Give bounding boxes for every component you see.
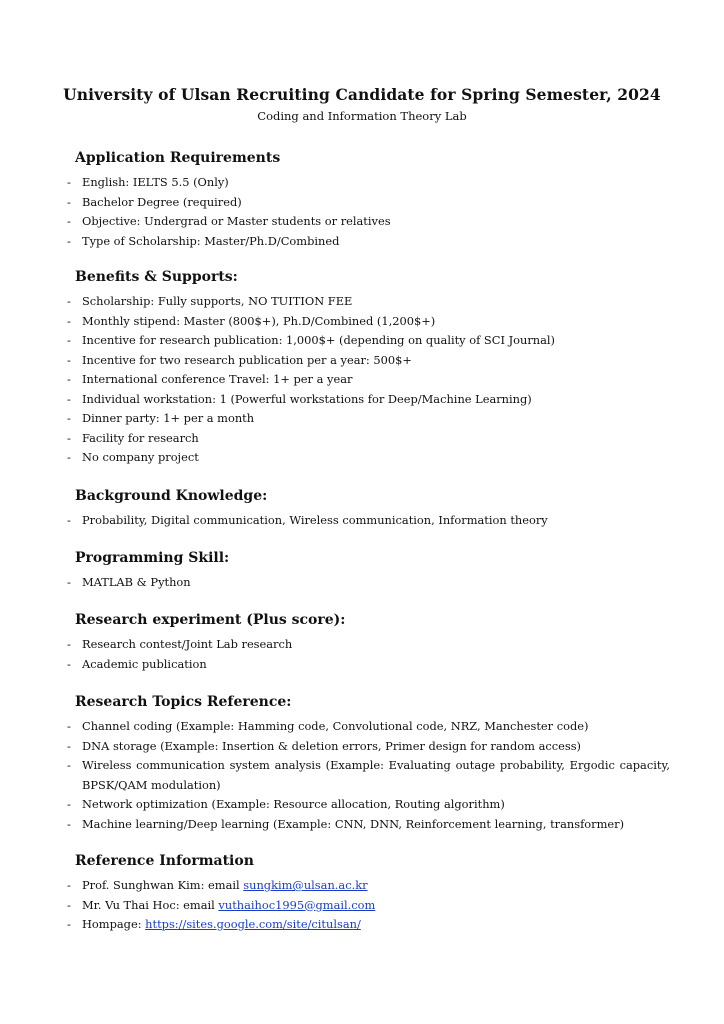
- list-item: [67, 331, 667, 351]
- section-programming-skill: [67, 550, 667, 593]
- list-item: [67, 655, 667, 675]
- section-heading: Application Requirements: [75, 150, 281, 166]
- list-item-text: Monthly stipend: Master (800$+), Ph.D/Combined (1,200$+): [82, 313, 436, 328]
- contact-label: Hompage:: [82, 917, 146, 931]
- bullet-dash: -: [67, 738, 71, 753]
- bullet-dash: -: [67, 797, 71, 811]
- section-heading: Background Knowledge:: [75, 488, 268, 504]
- list-item: [67, 573, 667, 593]
- list-item: [67, 448, 667, 468]
- bullet-dash: -: [67, 333, 71, 347]
- list-item: [67, 212, 667, 232]
- list-item-text: MATLAB & Python: [82, 575, 191, 589]
- background-list: [67, 511, 667, 531]
- bullet-dash: -: [67, 391, 71, 406]
- bullet-dash: -: [67, 430, 71, 445]
- list-item: [67, 429, 667, 449]
- list-item: [67, 193, 667, 213]
- bullet-dash: -: [67, 352, 71, 367]
- contact-email-link[interactable]: vuthaihoc1995@gmail.com: [218, 897, 376, 912]
- list-item-text: Incentive for research publication: 1,000$+ (depending on quality of SCI Journal): [82, 333, 555, 347]
- bullet-dash: -: [67, 878, 71, 892]
- list-item: [67, 795, 667, 815]
- list-item: [67, 312, 667, 332]
- list-item: [67, 409, 667, 429]
- list-item-text: Objective: Undergrad or Master students or relatives: [82, 214, 391, 228]
- list-item: [67, 815, 667, 835]
- list-item: [67, 351, 667, 371]
- section-research-experiment: [67, 612, 667, 674]
- page-subtitle: Coding and Information Theory Lab: [257, 109, 467, 123]
- contact-label: Prof. Sunghwan Kim: email: [82, 878, 244, 892]
- bullet-dash: -: [67, 758, 71, 772]
- list-item-text: Machine learning/Deep learning (Example: CNN, DNN, Reinforcement learning, transformer): [82, 816, 625, 831]
- bullet-dash: -: [67, 175, 71, 189]
- bullet-dash: -: [67, 917, 71, 931]
- list-item: [67, 717, 667, 737]
- bullet-dash: -: [67, 656, 71, 671]
- list-item-text: International conference Travel: 1+ per a year: [82, 372, 353, 386]
- list-item-text: Channel coding (Example: Hamming code, Convolutional code, NRZ, Manchester code): [82, 719, 589, 733]
- requirements-list: [67, 173, 667, 251]
- list-item-text: Dinner party: 1+ per a month: [82, 411, 255, 425]
- bullet-dash: -: [67, 450, 71, 464]
- list-item-text: Network optimization (Example: Resource allocation, Routing algorithm): [82, 797, 505, 811]
- list-item: [67, 173, 667, 193]
- list-item: [67, 635, 667, 655]
- contact-label: Mr. Vu Thai Hoc: email: [82, 897, 219, 912]
- bullet-dash: -: [67, 719, 71, 733]
- list-item: [67, 756, 670, 795]
- list-item-text: Research contest/Joint Lab research: [82, 637, 293, 651]
- bullet-dash: -: [67, 411, 71, 425]
- list-item: [67, 292, 667, 312]
- benefits-list: [67, 292, 667, 468]
- section-reference-information: [67, 853, 667, 935]
- list-item: [67, 737, 667, 757]
- bullet-dash: -: [67, 816, 71, 831]
- homepage-link[interactable]: https://sites.google.com/site/citulsan/: [145, 917, 361, 931]
- list-item: [67, 370, 667, 390]
- list-item-text: No company project: [82, 450, 199, 464]
- section-heading: Reference Information: [75, 853, 254, 869]
- page-title: University of Ulsan Recruiting Candidate for Spring Semester, 2024: [63, 85, 661, 104]
- bullet-dash: -: [67, 294, 71, 308]
- contact-item: [67, 896, 667, 916]
- list-item-text: DNA storage (Example: Insertion & deletion errors, Primer design for random access): [82, 738, 581, 753]
- bullet-dash: -: [67, 513, 71, 527]
- contact-item: [67, 876, 667, 896]
- section-heading: Programming Skill:: [75, 550, 230, 566]
- bullet-dash: -: [67, 194, 71, 209]
- list-item: [67, 232, 667, 252]
- list-item-text: Scholarship: Fully supports, NO TUITION FEE: [82, 294, 353, 308]
- section-heading: Benefits & Supports:: [75, 269, 238, 285]
- topics-list: [67, 717, 670, 834]
- list-item-text: Facility for research: [82, 430, 199, 445]
- bullet-dash: -: [67, 637, 71, 651]
- section-heading: Research Topics Reference:: [75, 694, 292, 710]
- list-item-text: Bachelor Degree (required): [82, 194, 242, 209]
- section-application-requirements: [67, 150, 667, 251]
- list-item-text: Type of Scholarship: Master/Ph.D/Combined: [82, 233, 340, 248]
- list-item-text: Wireless communication system analysis (Example: Evaluating outage probability, Ergodic capacity, BPSK/QAM modulation): [82, 758, 670, 792]
- list-item: [67, 390, 667, 410]
- programming-list: [67, 573, 667, 593]
- section-benefits-supports: [67, 269, 667, 468]
- bullet-dash: -: [67, 214, 71, 228]
- experiment-list: [67, 635, 667, 674]
- section-research-topics: [67, 694, 670, 834]
- bullet-dash: -: [67, 897, 71, 912]
- list-item-text: Probability, Digital communication, Wireless communication, Information theory: [82, 513, 548, 527]
- bullet-dash: -: [67, 233, 71, 248]
- list-item-text: Incentive for two research publication per a year: 500$+: [82, 352, 412, 367]
- section-heading: Research experiment (Plus score):: [75, 612, 346, 628]
- professor-email-link[interactable]: sungkim@ulsan.ac.kr: [243, 878, 368, 892]
- list-item-text: English: IELTS 5.5 (Only): [82, 175, 229, 189]
- list-item-text: Individual workstation: 1 (Powerful workstations for Deep/Machine Learning): [82, 391, 532, 406]
- section-background-knowledge: [67, 488, 667, 531]
- bullet-dash: -: [67, 313, 71, 328]
- list-item: [67, 511, 667, 531]
- list-item-text: Academic publication: [82, 656, 207, 671]
- bullet-dash: -: [67, 575, 71, 589]
- contact-item: [67, 915, 667, 935]
- bullet-dash: -: [67, 372, 71, 386]
- contacts-list: [67, 876, 667, 935]
